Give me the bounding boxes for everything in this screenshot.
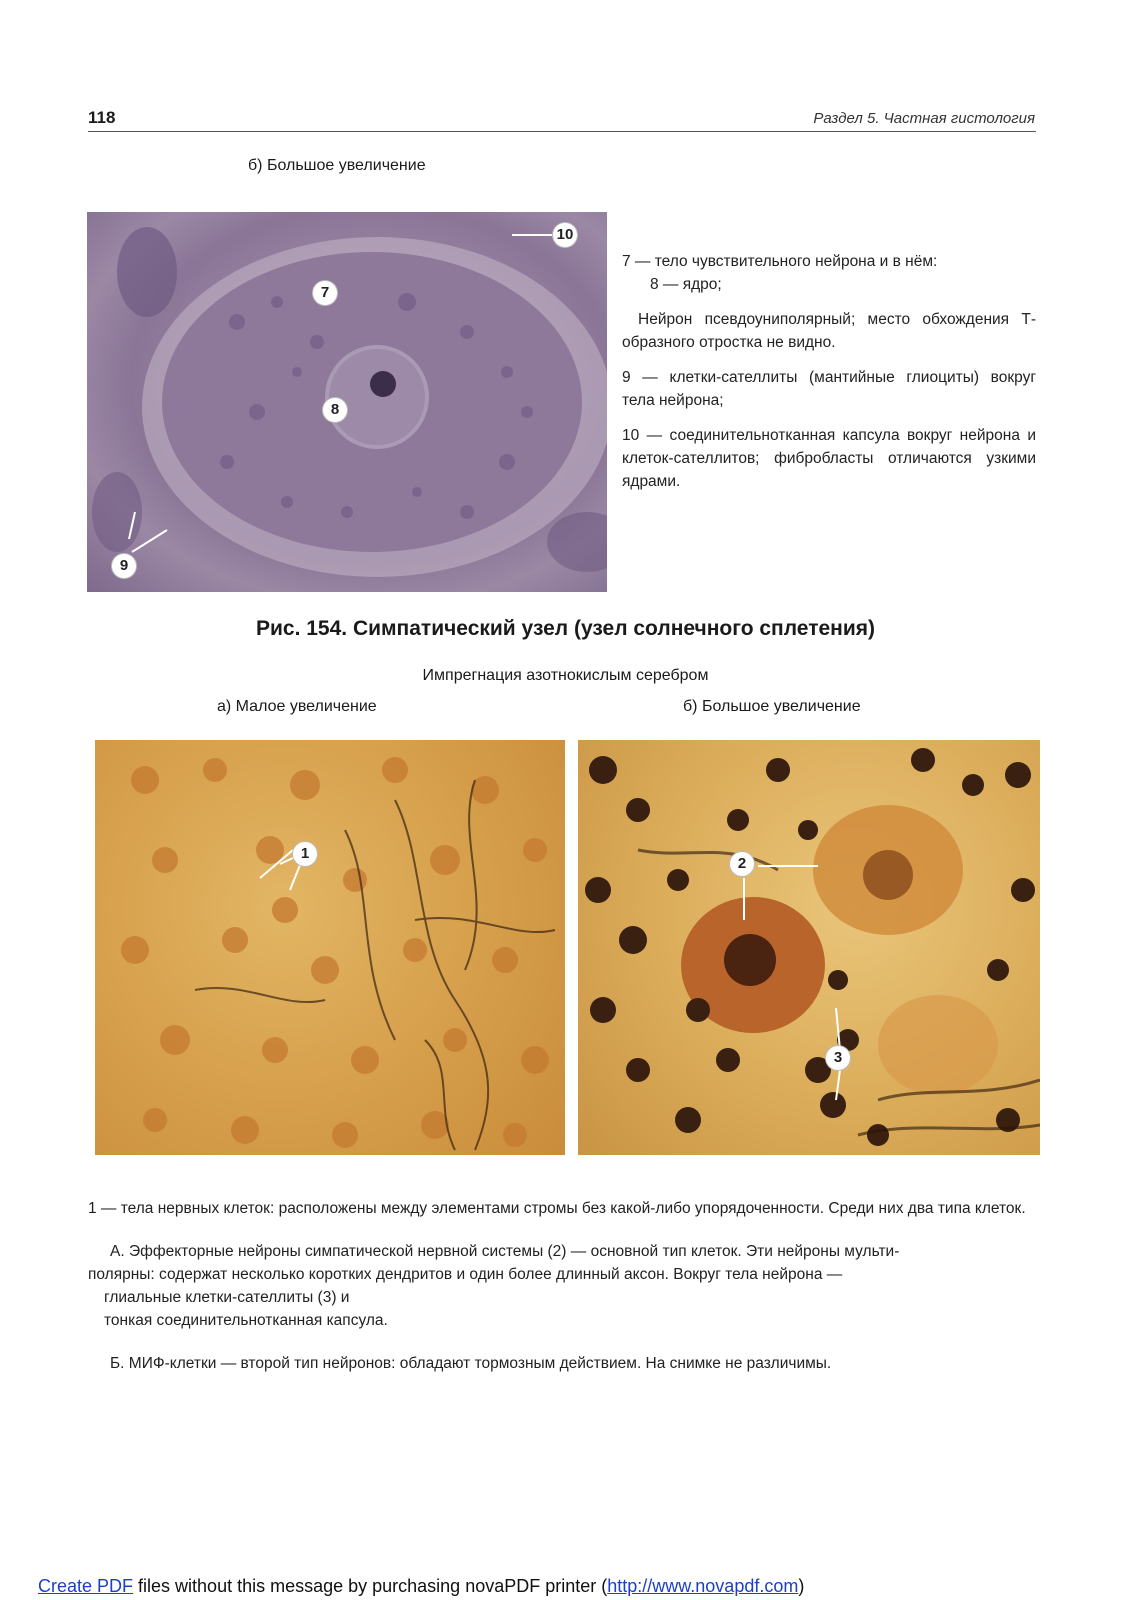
- create-pdf-link[interactable]: Create PDF: [38, 1576, 134, 1596]
- novapdf-link[interactable]: http://www.novapdf.com: [607, 1576, 799, 1596]
- pdf-footer: [38, 1576, 804, 1597]
- callout-8: 8: [323, 398, 347, 422]
- legend-neuron-note: Нейрон псевдоуниполярный; место обхождения Т-образного отростка не видно.: [622, 311, 1036, 351]
- footer-text-2: ): [798, 1576, 805, 1596]
- body-paragraph-2-line-4: тонкая соединительнотканная капсула.: [104, 1312, 388, 1329]
- body-text: [88, 1197, 1038, 1375]
- micrograph-low-magnification-drawing: [95, 740, 565, 1155]
- body-paragraph-2-line-1: А. Эффекторные нейроны симпатической нервной системы (2) — основной тип клеток. Эти нейроны мульти-: [110, 1243, 900, 1260]
- running-title: Раздел 5. Частная гистология: [813, 110, 1035, 127]
- callout-3: 3: [826, 1046, 850, 1070]
- body-paragraph-1: 1 — тела нервных клеток: расположены между элементами стромы без какой-либо упорядоченности. Среди них два типа клеток.: [88, 1200, 1026, 1217]
- callout-9: 9: [112, 554, 136, 578]
- micrograph-high-magnification-drawing: [578, 740, 1040, 1155]
- callout-7: 7: [313, 281, 337, 305]
- figure-method: Импрегнация азотнокислым серебром: [422, 667, 709, 684]
- figure-sub-a: а) Малое увеличение: [217, 698, 377, 715]
- page-number: 118: [88, 108, 116, 127]
- footer-text-1: files without this message by purchasing novaPDF printer (: [133, 1576, 608, 1596]
- callout-10: 10: [553, 223, 577, 247]
- body-paragraph-3: Б. МИФ-клетки — второй тип нейронов: обладают тормозным действием. На снимке не различимы.: [110, 1355, 832, 1372]
- micrograph-high-magnification: [578, 740, 1040, 1155]
- callout-2: 2: [730, 852, 754, 876]
- legend-line-10: 10 — соединительнотканная капсула вокруг нейрона и клеток-сателлитов; фибробласты отличаются узкими ядрами.: [622, 427, 1036, 490]
- header-rule: [88, 131, 1036, 132]
- callout-1: 1: [293, 842, 317, 866]
- figure-caption: Рис. 154. Симпатический узел (узел солнечного сплетения): [255, 617, 876, 640]
- legend-line-9: 9 — клетки-сателлиты (мантийные глиоциты) вокруг тела нейрона;: [622, 369, 1036, 409]
- micrograph-low-magnification: [95, 740, 565, 1155]
- body-paragraph-2-line-2: полярны: содержат несколько коротких дендритов и один более длинный аксон. Вокруг тела нейрона —: [88, 1266, 843, 1283]
- body-paragraph-2-line-3: глиальные клетки-сателлиты (3) и: [104, 1289, 350, 1306]
- micrograph-sensory-neuron: [87, 212, 607, 592]
- legend-line-8: 8 — ядро;: [650, 276, 722, 293]
- figure-top-legend: [622, 250, 1036, 493]
- micrograph-sensory-neuron-drawing: [87, 212, 607, 592]
- figure-sub-b: б) Большое увеличение: [683, 698, 861, 715]
- legend-line-7: 7 — тело чувствительного нейрона и в нём:: [622, 253, 938, 270]
- figure-top-subtitle: б) Большое увеличение: [248, 157, 426, 174]
